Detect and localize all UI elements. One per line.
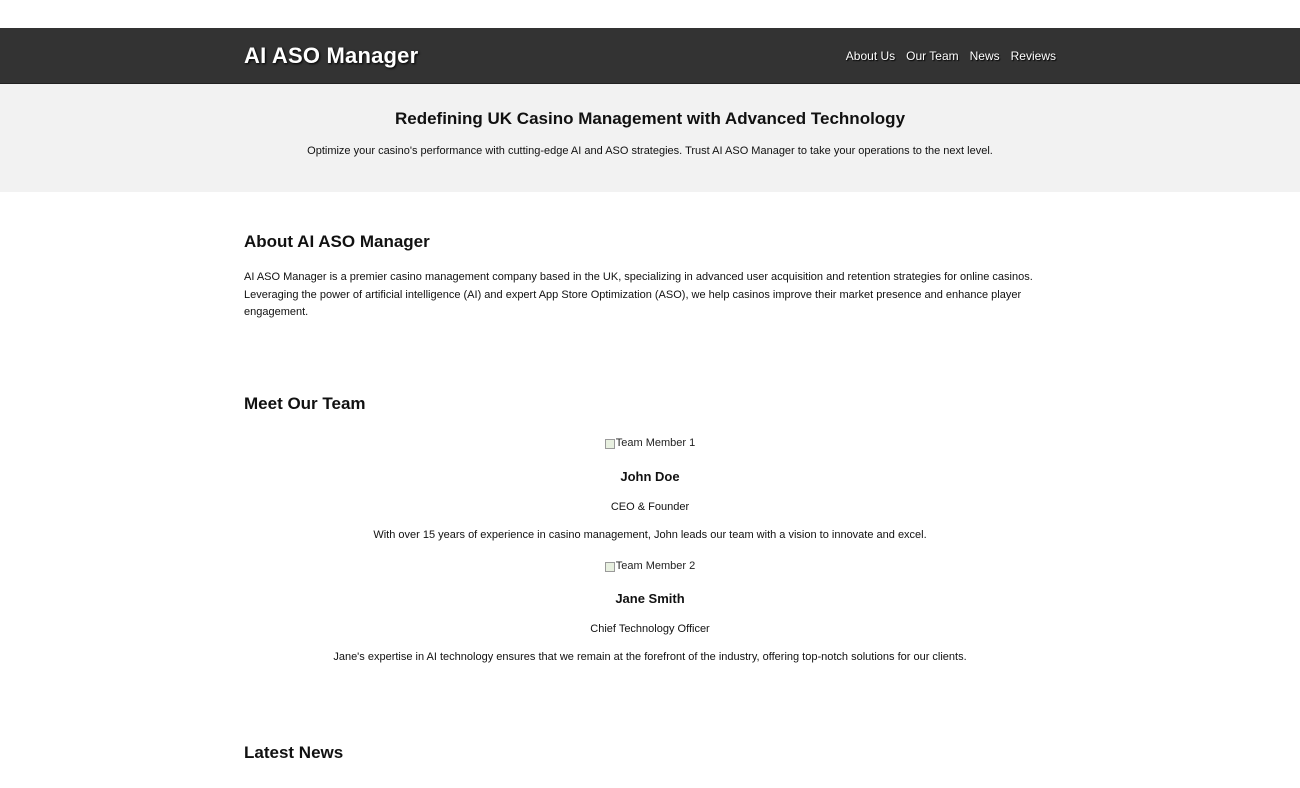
- member-bio: With over 15 years of experience in casino management, John leads our team with a vision to innovate and excel.: [373, 528, 927, 541]
- about-heading: About AI ASO Manager: [244, 232, 430, 251]
- hero-title: Redefining UK Casino Management with Advanced Technology: [394, 109, 906, 128]
- member-role: CEO & Founder: [610, 500, 690, 513]
- nav-our-team[interactable]: Our Team: [906, 48, 959, 63]
- site-logo[interactable]: AI ASO Manager: [244, 42, 419, 68]
- browser-top-strip: [0, 0, 1300, 28]
- main-content: [244, 192, 1056, 763]
- nav-news[interactable]: News: [969, 48, 1000, 63]
- member-role: Chief Technology Officer: [590, 622, 710, 635]
- news-heading: Latest News: [244, 742, 344, 762]
- news-section: [244, 663, 1056, 763]
- about-text: AI ASO Manager is a premier casino management company based in the UK, specializing in advanced user acquisition and retention strategies for online casinos. Leveraging the power of artificial intelligence (AI) and expert App Store Optimization (ASO), we help casinos improve their market presence and enhance player engagement.: [244, 271, 1033, 319]
- broken-image-icon: Team Member 1: [605, 436, 695, 450]
- header-inner: [244, 28, 1056, 83]
- site-header: [0, 28, 1300, 84]
- team-heading: Meet Our Team: [244, 393, 366, 413]
- member-name: Jane Smith: [615, 590, 685, 606]
- nav-about-us[interactable]: About Us: [845, 48, 896, 63]
- team-member-card: [244, 433, 1056, 541]
- member-name: John Doe: [620, 468, 680, 484]
- team-section: [244, 322, 1056, 663]
- about-section: [244, 192, 1056, 322]
- broken-image-icon: Team Member 2: [605, 559, 695, 573]
- hero-subtitle: Optimize your casino's performance with cutting-edge AI and ASO strategies. Trust AI ASO Manager to take your operations to the next level.: [307, 145, 993, 157]
- member-bio: Jane's expertise in AI technology ensures that we remain at the forefront of the industry, offering top-notch solutions for our clients.: [333, 650, 967, 663]
- main-nav: [835, 49, 1056, 63]
- nav-reviews[interactable]: Reviews: [1010, 48, 1056, 63]
- hero-banner: [0, 84, 1300, 192]
- team-member-card: [244, 556, 1056, 663]
